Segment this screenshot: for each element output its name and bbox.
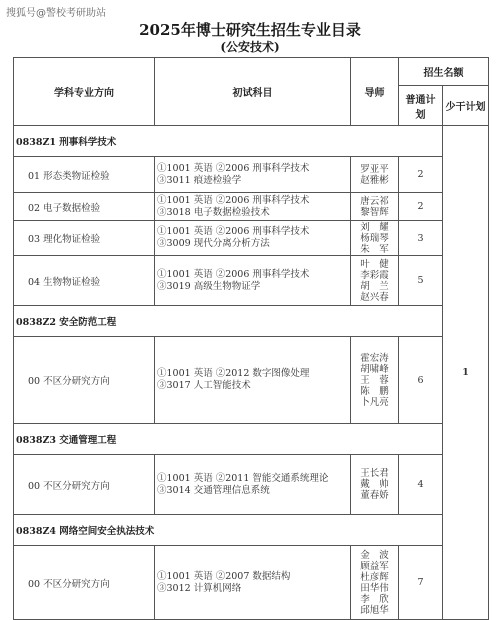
advisor-name: 董春娇 <box>360 490 389 501</box>
advisor-name: 杜彦辉 <box>360 571 389 583</box>
advisors-cell <box>351 221 399 256</box>
advisors-cell <box>351 455 399 515</box>
advisor-name: 赵雅彬 <box>360 174 389 186</box>
advisor-name: 戴 帅 <box>360 479 389 490</box>
course-line: ③3009 现代分离分析方法 <box>157 238 270 249</box>
header-exam: 初试科目 <box>155 58 351 126</box>
advisor-name: 赵兴春 <box>360 291 389 303</box>
header-quota: 招生名额 <box>399 58 489 86</box>
course-line: ①1001 英语 ②2007 数据结构 <box>157 570 291 582</box>
discipline-name: 0838Z2 安全防范工程 <box>14 306 443 337</box>
discipline-name: 0838Z3 交通管理工程 <box>14 424 443 455</box>
advisor-name: 胡 兰 <box>360 280 389 292</box>
courses-cell <box>155 256 351 306</box>
regular-quota: 3 <box>399 221 443 256</box>
course-line: ③3018 电子数据检验技术 <box>157 206 270 218</box>
regular-quota: 6 <box>399 337 443 424</box>
courses-cell <box>155 337 351 424</box>
courses-cell <box>155 455 351 515</box>
advisor-name: 金 波 <box>360 549 389 561</box>
course-line: ①1001 英语 ②2012 数字图像处理 <box>157 368 310 379</box>
courses-cell <box>155 193 351 221</box>
discipline-name: 0838Z1 刑事科学技术 <box>14 126 443 157</box>
catalog-body <box>14 126 489 620</box>
direction-cell: 02 电子数据检验 <box>14 193 155 221</box>
regular-quota: 7 <box>399 546 443 620</box>
course-line: ③3014 交通管理信息系统 <box>157 484 270 496</box>
advisor-name: 叶 健 <box>360 258 389 270</box>
table-row <box>14 256 489 306</box>
page-title: 2025年博士研究生招生专业目录 <box>139 21 361 39</box>
advisor-name: 王 蓉 <box>360 374 389 386</box>
course-line: ③3011 痕迹检验学 <box>157 174 242 186</box>
course-line: ①1001 英语 ②2006 刑事科学技术 <box>157 194 310 206</box>
advisor-name: 田华伟 <box>360 582 389 594</box>
table-row <box>14 221 489 256</box>
table-row <box>14 455 489 515</box>
regular-quota: 4 <box>399 455 443 515</box>
page-subtitle: (公安技术) <box>220 40 280 54</box>
advisor-name: 杨瑞琴 <box>360 232 389 244</box>
direction-cell: 04 生物物证检验 <box>14 256 155 306</box>
advisor-name: 李彩霞 <box>360 269 389 281</box>
direction-cell: 00 不区分研究方向 <box>14 455 155 515</box>
courses-cell <box>155 221 351 256</box>
advisor-name: 王长君 <box>360 468 389 479</box>
advisor-name: 黎智辉 <box>360 206 389 218</box>
advisor-name: 罗亚平 <box>360 163 389 175</box>
watermark: 搜狐号@警校考研助站 <box>6 8 106 19</box>
table-row <box>14 546 489 620</box>
regular-quota: 2 <box>399 157 443 193</box>
header-direction: 学科专业方向 <box>14 58 155 126</box>
discipline-row <box>14 424 489 455</box>
discipline-row <box>14 126 489 157</box>
advisor-name: 邱旭华 <box>360 604 389 616</box>
direction-cell: 00 不区分研究方向 <box>14 546 155 620</box>
advisor-name: 霍宏涛 <box>360 352 389 364</box>
discipline-row <box>14 515 489 546</box>
course-line: ①1001 英语 ②2006 刑事科学技术 <box>157 226 310 237</box>
advisors-cell <box>351 193 399 221</box>
course-line: ③3017 人工智能技术 <box>157 380 251 391</box>
table-row <box>14 337 489 424</box>
advisor-name: 胡啸峰 <box>360 363 389 375</box>
advisors-cell <box>351 256 399 306</box>
header-advisor: 导师 <box>351 58 399 126</box>
table-row <box>14 157 489 193</box>
direction-cell: 03 理化物证检验 <box>14 221 155 256</box>
course-line: ①1001 英语 ②2011 智能交通系统理论 <box>157 472 329 484</box>
table-row <box>14 193 489 221</box>
course-line: ③3012 计算机网络 <box>157 582 242 594</box>
advisor-name: 顾益军 <box>360 560 389 572</box>
advisor-name: 唐云祁 <box>360 195 389 207</box>
direction-cell: 00 不区分研究方向 <box>14 337 155 424</box>
advisors-cell <box>351 546 399 620</box>
courses-cell <box>155 546 351 620</box>
course-line: ①1001 英语 ②2006 刑事科学技术 <box>157 162 310 174</box>
advisor-name: 朱 军 <box>360 243 389 255</box>
advisor-name: 李 欣 <box>360 593 389 605</box>
advisor-name: 刘 耀 <box>360 221 389 233</box>
regular-quota: 5 <box>399 256 443 306</box>
header-regular: 普通计划 <box>399 86 443 126</box>
advisor-name: 陈 鹏 <box>360 385 389 397</box>
course-line: ③3019 高级生物物证学 <box>157 280 261 292</box>
course-line: ①1001 英语 ②2006 刑事科学技术 <box>157 268 310 280</box>
courses-cell <box>155 157 351 193</box>
direction-cell: 01 形态类物证检验 <box>14 157 155 193</box>
discipline-name: 0838Z4 网络空间安全执法技术 <box>14 515 443 546</box>
advisors-cell <box>351 157 399 193</box>
advisors-cell <box>351 337 399 424</box>
minority-quota: 1 <box>443 126 489 620</box>
discipline-row <box>14 306 489 337</box>
catalog-table <box>13 57 489 620</box>
advisor-name: 卜凡亮 <box>360 396 389 408</box>
regular-quota: 2 <box>399 193 443 221</box>
header-minority: 少干计划 <box>443 86 489 126</box>
